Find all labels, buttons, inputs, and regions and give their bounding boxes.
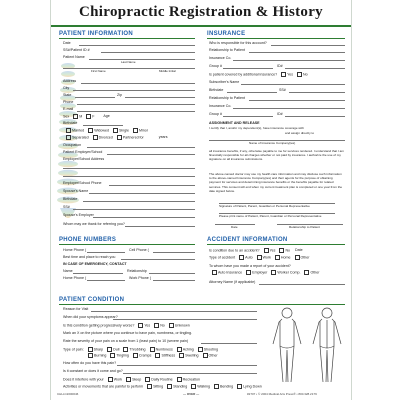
employer-address-field[interactable]: [63, 168, 195, 169]
address-label: Address: [63, 79, 77, 83]
birthdate-label: Birthdate: [63, 121, 78, 125]
pain-other-checkbox[interactable]: [203, 353, 208, 358]
type-auto-checkbox[interactable]: [239, 255, 244, 260]
pain-burning-checkbox[interactable]: [88, 353, 93, 358]
emergency-home-phone-label: Home Phone (: [63, 276, 87, 280]
spouse-ssn-label: SS#: [63, 205, 70, 209]
subscriber-field[interactable]: [241, 84, 345, 85]
phone-field[interactable]: [77, 104, 195, 105]
marital-row-2: Separated Divorced Partnered for years: [63, 135, 168, 140]
emergency-name-field[interactable]: [73, 273, 123, 274]
constant-label: Is it constant or does it come and go?: [63, 369, 123, 373]
patient-condition-heading: PATIENT CONDITION: [59, 297, 125, 303]
how-often-label: How often do you have this pain?: [63, 361, 117, 365]
spouse-birthdate-field[interactable]: [83, 201, 195, 202]
occupation-field[interactable]: [87, 147, 195, 148]
zip-field[interactable]: [125, 97, 195, 98]
report-other-checkbox[interactable]: [304, 270, 309, 275]
email-label: E-mail: [63, 107, 74, 111]
employer-phone-field[interactable]: [109, 185, 195, 186]
sub-group-label: Group #: [209, 112, 222, 116]
sub-ssn-label: SS#: [279, 88, 286, 92]
constant-field[interactable]: [123, 373, 257, 374]
sub-birthdate-field[interactable]: [227, 92, 277, 93]
additional-no-checkbox[interactable]: [297, 72, 302, 77]
accident-info-heading: ACCIDENT INFORMATION: [207, 237, 288, 243]
print-name-caption: Please print name of Patient, Parent, Guardian or Personal Representative: [219, 214, 322, 218]
type-home-checkbox[interactable]: [275, 255, 280, 260]
spouse-employer-label: Spouse's Employer: [63, 213, 94, 217]
employer-phone-label: Employer/School Phone: [63, 181, 102, 185]
home-phone-field[interactable]: [87, 252, 125, 253]
pain-shooting-checkbox[interactable]: [198, 347, 203, 352]
sig-relationship-caption: Relationship to Patient: [289, 225, 320, 229]
pain-dull-checkbox[interactable]: [107, 347, 112, 352]
best-time-field[interactable]: [121, 259, 195, 260]
group-label: Group #: [209, 64, 222, 68]
interfere-row: Does it interfere with your Work Sleep Daily Routine Recreation: [63, 377, 201, 382]
accident-question-row: Is condition due to an accident? Yes No Date: [209, 248, 303, 253]
additional-yes-checkbox[interactable]: [281, 72, 286, 77]
home-phone-label: Home Phone (: [63, 248, 87, 252]
assignment-text-2: and assign directly to: [285, 131, 315, 135]
responsible-label: Who is responsible for this account?: [209, 41, 267, 45]
how-often-field[interactable]: [117, 365, 257, 366]
sex-row: Sex M F Age: [63, 114, 110, 119]
sub-insurance-co-label: Insurance Co.: [209, 104, 232, 108]
date-label: Date: [63, 41, 71, 45]
birthdate-field[interactable]: [83, 125, 123, 126]
worse-unknown-checkbox[interactable]: [169, 323, 174, 328]
sub-relationship-field[interactable]: [249, 100, 345, 101]
group-field[interactable]: [223, 68, 273, 69]
type-work-checkbox[interactable]: [257, 255, 262, 260]
title-bar: [51, 0, 351, 27]
signature-caption: Signature of Patient, Parent, Guardian or Personal Representative: [219, 204, 310, 208]
pain-tingling-checkbox[interactable]: [110, 353, 115, 358]
relationship-label: Relationship to Patient: [209, 48, 245, 52]
responsible-field[interactable]: [271, 45, 345, 46]
sig-date-caption: Date: [231, 225, 238, 229]
middle-initial-caption: Middle Initial: [159, 69, 176, 73]
emergency-home-phone-field[interactable]: [87, 280, 125, 281]
marital-row-1: Married Widowed Single Minor: [63, 128, 148, 133]
aggravate-lying-down-checkbox[interactable]: [237, 384, 242, 389]
interfere-work-checkbox[interactable]: [108, 377, 113, 382]
emergency-name-label: Name: [63, 269, 73, 273]
aggravate-standing-checkbox[interactable]: [167, 384, 172, 389]
divorced-checkbox[interactable]: [93, 135, 98, 140]
cell-phone-label: Cell Phone (: [129, 248, 149, 252]
married-checkbox[interactable]: [66, 128, 71, 133]
cell-phone-field[interactable]: [153, 252, 195, 253]
emergency-relationship-label: Relationship: [127, 269, 147, 273]
pain-aching-checkbox[interactable]: [177, 347, 182, 352]
sex-m-checkbox[interactable]: [73, 114, 78, 119]
registration-form-page: [50, 0, 352, 400]
report-employer-checkbox[interactable]: [246, 270, 251, 275]
state-label: State: [63, 93, 72, 97]
spouse-ssn-field[interactable]: [73, 209, 195, 210]
assignment-heading: ASSIGNMENT AND RELEASE: [209, 121, 260, 125]
body-back-figure-icon[interactable]: [309, 306, 345, 384]
phone-numbers-heading: PHONE NUMBERS: [59, 237, 117, 243]
city-field[interactable]: [73, 90, 195, 91]
sub-insurance-co-field[interactable]: [233, 108, 345, 109]
mark-instruction: Mark an X on the picture where you continue to have pain, numbness, or tingling.: [63, 331, 193, 335]
assignment-text-1: I certify that I, and/or my dependent(s), have insurance coverage with: [209, 126, 304, 130]
footer-left: CHH-C2000046: [57, 392, 79, 396]
id-field[interactable]: [285, 68, 345, 69]
partnered-checkbox[interactable]: [117, 135, 122, 140]
footer-right: #2707 • © 2004 Medical Arts Press® • 800.328.2179: [247, 392, 317, 396]
employer-label: Patient Employer/School: [63, 150, 103, 154]
referral-field[interactable]: [125, 226, 195, 227]
date-field[interactable]: [79, 45, 195, 46]
type-other-checkbox[interactable]: [295, 255, 300, 260]
assignment-text-3: Name of Insurance Company(ies): [249, 141, 296, 145]
attorney-label: Attorney Name (if applicable): [209, 280, 256, 284]
assignment-text-5: The above-named doctor may use my health care information and may disclose such information to the above-named Insurance Company(ies) and their agents for the purpose of obtaining payment for services and determining insurance benefits or the benefits payable for related services. This consent will end when my current treatment plan is completed or one year from the date signed below.: [209, 172, 343, 193]
minor-checkbox[interactable]: [133, 128, 138, 133]
ssn-field[interactable]: [101, 52, 195, 53]
pain-swelling-checkbox[interactable]: [179, 353, 184, 358]
spouse-name-field[interactable]: [89, 193, 195, 194]
accident-type-row: Type of accident Auto Work Home Other: [209, 255, 310, 260]
sub-group-field[interactable]: [223, 116, 273, 117]
interfere-recreation-checkbox[interactable]: [177, 377, 182, 382]
employer-field[interactable]: [107, 154, 195, 155]
last-name-caption: Last Name: [121, 60, 136, 64]
address-field[interactable]: [81, 83, 195, 84]
worse-yes-checkbox[interactable]: [138, 323, 143, 328]
sub-id-label: ID#: [277, 112, 283, 116]
accident-no-checkbox[interactable]: [279, 248, 284, 253]
occupation-label: Occupation: [63, 143, 82, 147]
sub-ssn-field[interactable]: [289, 92, 345, 93]
aggravate-sitting-checkbox[interactable]: [147, 384, 152, 389]
id-label: ID#: [277, 64, 283, 68]
pain-types-row-2: Burning Tingling Cramps Stiffness Swelling Other: [85, 353, 218, 358]
best-time-label: Best time and place to reach you: [63, 255, 116, 259]
ssn-label: SS#/Patient ID #: [63, 48, 90, 52]
city-label: City: [63, 86, 70, 90]
reason-label: Reason for Visit: [63, 307, 89, 311]
emergency-work-phone-label: Work Phone (: [129, 276, 151, 280]
insurance-heading: INSURANCE: [207, 31, 246, 37]
state-field[interactable]: [75, 97, 115, 98]
emergency-work-phone-field[interactable]: [153, 280, 195, 281]
sub-birthdate-label: Birthdate: [209, 88, 224, 92]
interfere-daily-routine-checkbox[interactable]: [145, 377, 150, 382]
first-name-caption: First Name: [91, 69, 106, 73]
relationship-field[interactable]: [249, 52, 345, 53]
additional-insurance-row: Is patient covered by additional insurance? Yes No: [209, 72, 308, 77]
emergency-label: IN CASE OF EMERGENCY, CONTACT: [63, 262, 127, 266]
patient-info-heading: PATIENT INFORMATION: [59, 31, 134, 37]
single-checkbox[interactable]: [113, 128, 118, 133]
patient-name-label: Patient Name: [63, 55, 85, 59]
pain-types-row-1: Type of pain: Sharp Dull Throbbing Numbness Aching Shooting: [63, 347, 218, 352]
employer-address-label: Employer/School Address: [63, 157, 105, 161]
emergency-relationship-field[interactable]: [149, 273, 195, 274]
pain-stiffness-checkbox[interactable]: [155, 353, 160, 358]
footer-center: — OVER —: [183, 392, 200, 396]
pain-cramps-checkbox[interactable]: [133, 353, 138, 358]
spouse-employer-field[interactable]: [93, 217, 195, 218]
reason-field[interactable]: [91, 311, 257, 312]
spouse-birthdate-label: Birthdate: [63, 197, 78, 201]
symptoms-label: When did your symptoms appear?: [63, 315, 118, 319]
worse-row: Is this condition getting progressively worse? Yes No Unknown: [63, 323, 190, 328]
aggravate-row: Activities or movements that are painful to perform Sitting Standing Walking Bending Lying Down: [63, 384, 262, 389]
patient-name-field[interactable]: [89, 59, 195, 60]
pain-sharp-checkbox[interactable]: [88, 347, 93, 352]
interfere-sleep-checkbox[interactable]: [126, 377, 131, 382]
sex-f-checkbox[interactable]: [86, 114, 91, 119]
insurance-co-field[interactable]: [233, 60, 345, 61]
attorney-field[interactable]: [259, 284, 345, 285]
sub-relationship-label: Relationship to Patient: [209, 96, 245, 100]
accident-yes-checkbox[interactable]: [264, 248, 269, 253]
aggravate-bending-checkbox[interactable]: [214, 384, 219, 389]
report-worker-comp-checkbox[interactable]: [271, 270, 276, 275]
phone-label: Phone: [63, 100, 74, 104]
employer-address-field-2[interactable]: [63, 176, 195, 177]
sub-id-field[interactable]: [285, 116, 345, 117]
rate-field[interactable]: [201, 343, 257, 344]
report-question: To whom have you made a report of your accident?: [209, 264, 291, 268]
subscriber-label: Subscriber's Name: [209, 80, 240, 84]
form-title: Chiropractic Registration & History: [79, 4, 323, 20]
pain-throbbing-checkbox[interactable]: [123, 347, 128, 352]
assignment-text-4: all insurance benefits, if any, otherwise payable to me for services rendered. I understand that I am financially responsible for all charges whether or not paid by insurance. I authorize the use of my signature on all insurance submissions.: [209, 149, 344, 162]
separated-checkbox[interactable]: [66, 135, 71, 140]
zip-label: Zip: [117, 93, 122, 97]
spouse-name-label: Spouse's Name: [63, 189, 89, 193]
report-options-row: Auto Insurance Employer Worker Comp. Other: [209, 270, 319, 275]
email-field[interactable]: [77, 111, 195, 112]
worse-no-checkbox[interactable]: [154, 323, 159, 328]
report-auto-insurance-checkbox[interactable]: [212, 270, 217, 275]
symptoms-field[interactable]: [113, 319, 257, 320]
aggravate-walking-checkbox[interactable]: [191, 384, 196, 389]
pain-numbness-checkbox[interactable]: [150, 347, 155, 352]
body-front-figure-icon[interactable]: [269, 306, 305, 384]
rate-instruction: Rate the severity of your pain on a scale from 1 (least pain) to 10 (severe pain): [63, 339, 189, 343]
referral-label: Whom may we thank for referring you?: [63, 222, 125, 226]
widowed-checkbox[interactable]: [88, 128, 93, 133]
insurance-co-label: Insurance Co.: [209, 56, 232, 60]
